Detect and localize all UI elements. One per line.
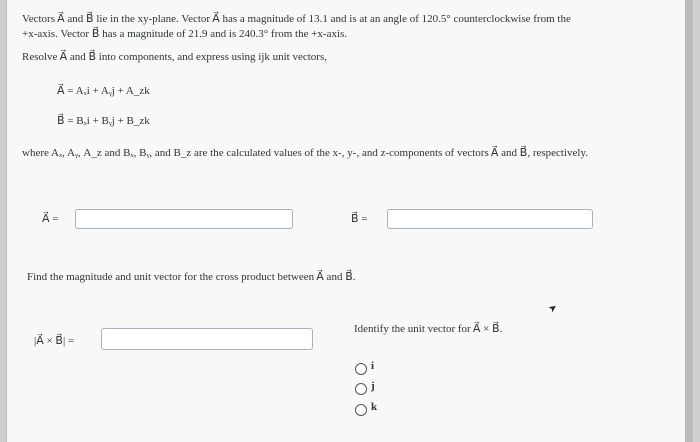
cross-product-prompt: Find the magnitude and unit vector for the cross product between A⃗ and B⃗. — [27, 271, 356, 283]
magnitude-input[interactable] — [101, 328, 313, 350]
radio-label-i: i — [371, 360, 375, 372]
a-input-label: A⃗ = — [42, 213, 59, 225]
magnitude-label: |A⃗ × B⃗| = — [34, 335, 75, 347]
equation-a: A⃗ = Aₓi + Aᵧj + A_zk — [57, 85, 150, 97]
window-edge — [685, 0, 693, 442]
problem-line-2: +x-axis. Vector B⃗ has a magnitude of 21.9 and is 240.3° from the +x-axis. — [22, 28, 348, 40]
radio-option-j[interactable] — [355, 383, 367, 395]
question-panel — [6, 0, 693, 442]
mouse-cursor-icon: ➤ — [546, 301, 560, 316]
unit-vector-prompt: Identify the unit vector for A⃗ × B⃗. — [354, 323, 503, 335]
problem-line-3: Resolve A⃗ and B⃗ into components, and express using ijk unit vectors, — [22, 51, 328, 63]
where-text: where Aₓ, Aᵧ, A_z and Bₓ, Bᵧ, and B_z are the calculated values of the x-, y-, and z-components of vectors A⃗ and B⃗, respectively. — [22, 147, 589, 159]
radio-label-k: k — [371, 401, 378, 413]
radio-label-j: j — [371, 380, 375, 392]
problem-line-1: Vectors A⃗ and B⃗ lie in the xy-plane. Vector A⃗ has a magnitude of 13.1 and is at an angle of 120.5° counterclockwise from the — [22, 13, 571, 25]
b-vector-input[interactable] — [387, 209, 593, 229]
b-input-label: B⃗ = — [351, 213, 368, 225]
equation-b: B⃗ = Bₓi + Bᵧj + B_zk — [57, 115, 150, 127]
radio-option-i[interactable] — [355, 363, 367, 375]
radio-option-k[interactable] — [355, 404, 367, 416]
a-vector-input[interactable] — [75, 209, 293, 229]
